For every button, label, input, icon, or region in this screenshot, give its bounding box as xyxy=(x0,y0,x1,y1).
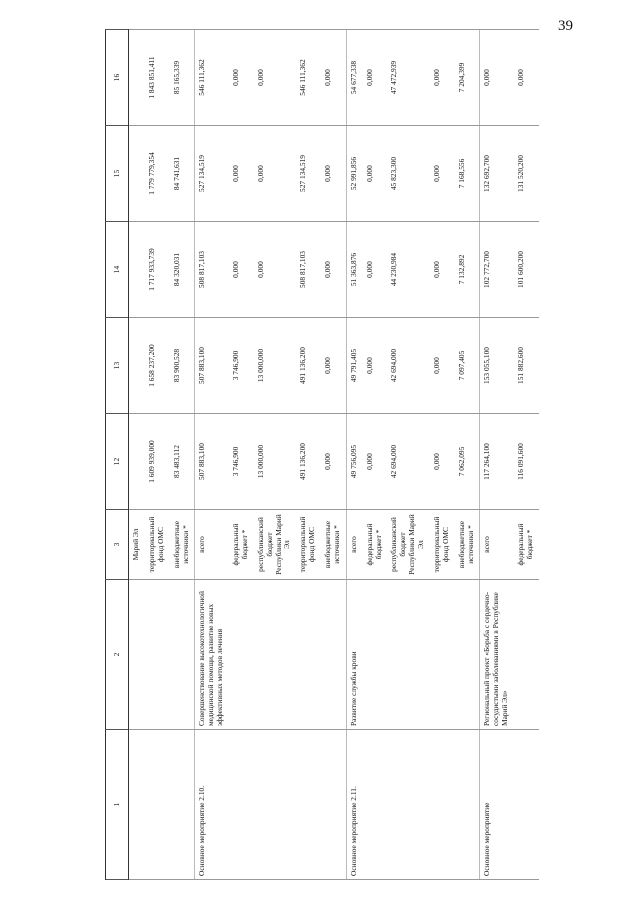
measure-number-cell xyxy=(455,730,480,880)
table-row xyxy=(514,30,539,880)
measure-number-cell xyxy=(430,730,455,880)
funding-source-cell: внебюджетные источники * xyxy=(455,510,480,580)
funding-source-cell: республиканский бюджет Республики Марий Эл xyxy=(387,510,430,580)
table-row xyxy=(170,30,195,880)
table-body xyxy=(129,30,539,880)
table-row xyxy=(363,30,388,880)
amount-cell: 51 363,876 xyxy=(346,222,362,318)
amount-cell: 527 134,519 xyxy=(296,126,321,222)
amount-cell: 131 520,200 xyxy=(514,126,539,222)
amount-cell: 0,000 xyxy=(430,414,455,510)
amount-cell: 0,000 xyxy=(254,222,297,318)
amount-cell: 44 230,984 xyxy=(387,222,430,318)
amount-cell: 42 694,000 xyxy=(387,318,430,414)
measure-number-cell xyxy=(514,730,539,880)
measure-number-cell xyxy=(129,730,145,880)
funding-source-cell: территориальный фонд ОМС xyxy=(296,510,321,580)
amount-cell: 83 900,528 xyxy=(170,318,195,414)
table-row xyxy=(455,30,480,880)
amount-cell: 151 882,600 xyxy=(514,318,539,414)
amount-cell: 0,000 xyxy=(254,126,297,222)
table-row xyxy=(321,30,346,880)
amount-cell: 508 817,103 xyxy=(296,222,321,318)
amount-cell: 0,000 xyxy=(321,126,346,222)
amount-cell: 85 165,339 xyxy=(170,30,195,126)
column-header: 1 xyxy=(106,730,129,880)
amount-cell: 153 055,100 xyxy=(480,318,514,414)
measure-name-cell xyxy=(129,580,145,730)
amount-cell: 527 134,519 xyxy=(195,126,229,222)
amount-cell: 546 111,362 xyxy=(195,30,229,126)
funding-source-cell: территориальный фонд ОМС xyxy=(145,510,170,580)
amount-cell: 3 746,900 xyxy=(229,318,254,414)
amount-cell: 0,000 xyxy=(430,222,455,318)
funding-source-cell: внебюджетные источники * xyxy=(170,510,195,580)
amount-cell: 0,000 xyxy=(514,30,539,126)
table-row xyxy=(296,30,321,880)
amount-cell: 7 062,095 xyxy=(455,414,480,510)
table-row xyxy=(229,30,254,880)
amount-cell: 491 136,200 xyxy=(296,318,321,414)
measure-name-cell xyxy=(170,580,195,730)
funding-source-cell: всего xyxy=(480,510,514,580)
amount-cell xyxy=(129,318,145,414)
measure-name-cell: Развитие службы крови xyxy=(346,580,362,730)
rotated-table-container xyxy=(105,30,625,880)
column-header: 12 xyxy=(106,414,129,510)
amount-cell: 508 817,103 xyxy=(195,222,229,318)
funding-source-cell: федеральный бюджет * xyxy=(363,510,388,580)
measure-number-cell xyxy=(254,730,297,880)
measure-number-cell: Основное мероприятие 2.10. xyxy=(195,730,229,880)
amount-cell: 54 677,338 xyxy=(346,30,362,126)
amount-cell: 116 091,600 xyxy=(514,414,539,510)
column-header: 14 xyxy=(106,222,129,318)
amount-cell: 49 756,095 xyxy=(346,414,362,510)
amount-cell: 13 000,000 xyxy=(254,318,297,414)
amount-cell: 0,000 xyxy=(229,222,254,318)
amount-cell: 1 779 779,354 xyxy=(145,126,170,222)
amount-cell: 101 600,200 xyxy=(514,222,539,318)
amount-cell: 84 320,031 xyxy=(170,222,195,318)
funding-source-cell: федеральный бюджет * xyxy=(229,510,254,580)
amount-cell: 3 746,900 xyxy=(229,414,254,510)
amount-cell: 0,000 xyxy=(363,30,388,126)
measure-number-cell xyxy=(363,730,388,880)
amount-cell: 7 132,892 xyxy=(455,222,480,318)
table-row xyxy=(145,30,170,880)
column-header: 3 xyxy=(106,510,129,580)
table-row xyxy=(346,30,362,880)
amount-cell: 0,000 xyxy=(229,30,254,126)
measure-name-cell xyxy=(455,580,480,730)
amount-cell: 1 658 237,200 xyxy=(145,318,170,414)
amount-cell: 507 883,100 xyxy=(195,318,229,414)
amount-cell: 7 168,556 xyxy=(455,126,480,222)
table-row xyxy=(387,30,430,880)
amount-cell: 0,000 xyxy=(363,222,388,318)
amount-cell xyxy=(129,414,145,510)
amount-cell: 45 823,300 xyxy=(387,126,430,222)
amount-cell: 0,000 xyxy=(363,126,388,222)
amount-cell: 132 692,700 xyxy=(480,126,514,222)
measure-name-cell: Региональный проект «Борьба с сердечно-сосудистыми заболеваниями в Республике Марий Эл» xyxy=(480,580,514,730)
measure-name-cell xyxy=(229,580,254,730)
column-header: 13 xyxy=(106,318,129,414)
amount-cell: 546 111,362 xyxy=(296,30,321,126)
amount-cell: 1 717 933,739 xyxy=(145,222,170,318)
amount-cell: 52 991,856 xyxy=(346,126,362,222)
measure-number-cell xyxy=(296,730,321,880)
amount-cell: 0,000 xyxy=(254,30,297,126)
amount-cell: 0,000 xyxy=(430,30,455,126)
column-header: 2 xyxy=(106,580,129,730)
amount-cell: 47 472,939 xyxy=(387,30,430,126)
column-header: 15 xyxy=(106,126,129,222)
measure-number-cell xyxy=(387,730,430,880)
measure-number-cell: Основное мероприятие 2.11. xyxy=(346,730,362,880)
amount-cell: 83 483,112 xyxy=(170,414,195,510)
measure-name-cell xyxy=(387,580,430,730)
measure-number-cell: Основное мероприятие xyxy=(480,730,514,880)
table-row xyxy=(129,30,145,880)
table-row xyxy=(430,30,455,880)
amount-cell: 102 772,700 xyxy=(480,222,514,318)
amount-cell xyxy=(129,30,145,126)
amount-cell: 7 097,405 xyxy=(455,318,480,414)
amount-cell: 0,000 xyxy=(321,222,346,318)
amount-cell: 49 791,405 xyxy=(346,318,362,414)
measure-name-cell xyxy=(514,580,539,730)
amount-cell: 0,000 xyxy=(229,126,254,222)
amount-cell: 13 000,000 xyxy=(254,414,297,510)
measure-name-cell xyxy=(430,580,455,730)
measure-number-cell xyxy=(321,730,346,880)
amount-cell xyxy=(129,126,145,222)
measure-name-cell xyxy=(254,580,297,730)
amount-cell: 7 204,399 xyxy=(455,30,480,126)
funding-source-cell: Марий Эл xyxy=(129,510,145,580)
amount-cell: 0,000 xyxy=(363,318,388,414)
amount-cell: 491 136,200 xyxy=(296,414,321,510)
funding-source-cell: федеральный бюджет * xyxy=(514,510,539,580)
table-row xyxy=(195,30,229,880)
amount-cell: 0,000 xyxy=(363,414,388,510)
measure-number-cell xyxy=(145,730,170,880)
amount-cell: 0,000 xyxy=(480,30,514,126)
funding-source-cell: всего xyxy=(195,510,229,580)
amount-cell: 84 741,631 xyxy=(170,126,195,222)
amount-cell: 0,000 xyxy=(321,414,346,510)
header-row xyxy=(106,30,129,880)
financing-table xyxy=(105,29,539,880)
amount-cell xyxy=(129,222,145,318)
funding-source-cell: республиканский бюджет Республики Марий Эл xyxy=(254,510,297,580)
amount-cell: 0,000 xyxy=(321,30,346,126)
page-number: 39 xyxy=(558,18,573,34)
measure-name-cell: Совершенствование высокотехнологичной медицинской помощи, развитие новых эффективных методов лечения xyxy=(195,580,229,730)
amount-cell: 0,000 xyxy=(430,318,455,414)
measure-number-cell xyxy=(170,730,195,880)
measure-number-cell xyxy=(229,730,254,880)
measure-name-cell xyxy=(321,580,346,730)
measure-name-cell xyxy=(145,580,170,730)
table-row xyxy=(254,30,297,880)
amount-cell: 0,000 xyxy=(321,318,346,414)
funding-source-cell: внебюджетные источники * xyxy=(321,510,346,580)
funding-source-cell: территориальный фонд ОМС xyxy=(430,510,455,580)
amount-cell: 507 883,100 xyxy=(195,414,229,510)
table-row xyxy=(480,30,514,880)
funding-source-cell: всего xyxy=(346,510,362,580)
measure-name-cell xyxy=(363,580,388,730)
amount-cell: 1 843 851,411 xyxy=(145,30,170,126)
amount-cell: 1 609 939,000 xyxy=(145,414,170,510)
amount-cell: 0,000 xyxy=(430,126,455,222)
amount-cell: 42 694,000 xyxy=(387,414,430,510)
measure-name-cell xyxy=(296,580,321,730)
column-header: 16 xyxy=(106,30,129,126)
amount-cell: 117 264,100 xyxy=(480,414,514,510)
